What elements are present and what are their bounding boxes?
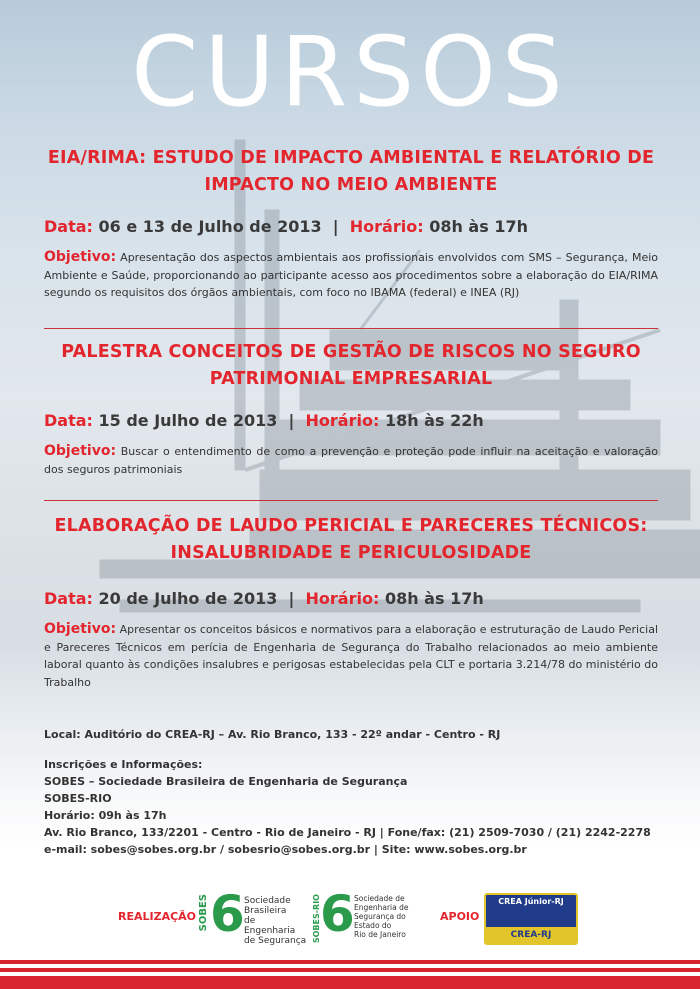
course-date-line: Data: 20 de Julho de 2013 | Horário: 08h às 17h — [44, 589, 484, 608]
course-objective: Objetivo: Apresentar os conceitos básicos e normativos para a elaboração e estruturação de Laudo Pericial e Pareceres Técnicos em perícia de Engenharia de Segurança do Trabalho relacionados ao meio ambiente laboral quanto às condições insalubres e perigosas estabelecidas pela CLT e portaria 3.214/78 do ministério do Trabalho — [44, 621, 659, 689]
email-site: e-mail: sobes@sobes.org.br / sobesrio@sobes.org.br | Site: www.sobes.org.br — [44, 843, 527, 856]
course-block-2 — [44, 339, 658, 478]
divider — [44, 328, 658, 329]
sobes-logo: SOBES 6 Sociedade Brasileira de Engenharia de Segurança — [198, 885, 307, 946]
course-title: PALESTRA CONCEITOS DE GESTÃO DE RISCOS NO SEGURO PATRIMONIAL EMPRESARIAL — [61, 342, 641, 389]
footer-stripe — [0, 960, 700, 964]
divider — [44, 500, 658, 501]
course-objective: Objetivo: Buscar o entendimento de como a prevenção e proteção pode influir na aceitação e valoração dos seguros patrimoniais — [44, 443, 658, 476]
realizacao-label: REALIZAÇÃO — [118, 910, 197, 923]
course-block-1 — [44, 145, 658, 302]
contact-info: Inscrições e Informações: SOBES – Sociedade Brasileira de Engenharia de Segurança SOBES-RIO Horário: 09h às 17h Av. Rio Branco, 133/2201 - Centro - Rio de Janeiro - RJ | Fone/fax: (21) 2509-7030 / (21) 2242-2278 e-mail: sobes@sobes.org.br / sobesrio@sobes.org.br | Site: www.sobes.org.br — [44, 756, 664, 858]
sobes-rio-logo: SOBES-RIO 6 Sociedade de Engenharia de Segurança do Estado do Rio de Janeiro — [312, 885, 409, 944]
course-date-line: Data: 06 e 13 de Julho de 2013 | Horário: 08h às 17h — [44, 217, 528, 236]
address-phone: Av. Rio Branco, 133/2201 - Centro - Rio de Janeiro - RJ | Fone/fax: (21) 2509-7030 / (21) 2242-2278 — [44, 826, 651, 839]
apoio-label: APOIO — [440, 910, 480, 923]
course-title: ELABORAÇÃO DE LAUDO PERICIAL E PARECERES TÉCNICOS: INSALUBRIDADE E PERICULOSIDADE — [54, 516, 648, 563]
footer-stripe — [0, 976, 700, 989]
page-title: CURSOS — [131, 16, 569, 128]
footer-logos — [0, 885, 700, 952]
course-title: EIA/RIMA: ESTUDO DE IMPACTO AMBIENTAL E RELATÓRIO DE IMPACTO NO MEIO AMBIENTE — [47, 148, 655, 195]
footer-stripe — [0, 968, 700, 972]
course-objective: Objetivo: Apresentação dos aspectos ambientais aos profissionais envolvidos com SMS – Segurança, Meio Ambiente e Saúde, proporcionando ao participante acesso aos procedimentos sobre a elaboração do EIA/RIMA segundo os requisitos dos órgãos ambientais, com foco no IBAMA (federal) e INEA (RJ) — [44, 249, 659, 299]
course-date-line: Data: 15 de Julho de 2013 | Horário: 18h às 22h — [44, 411, 484, 430]
course-block-3 — [44, 513, 658, 691]
crea-junior-logo: CREA Júnior-RJ CREA-RJ — [484, 893, 578, 945]
event-location: Local: Auditório do CREA-RJ – Av. Rio Branco, 133 - 22º andar - Centro - RJ — [44, 728, 501, 741]
